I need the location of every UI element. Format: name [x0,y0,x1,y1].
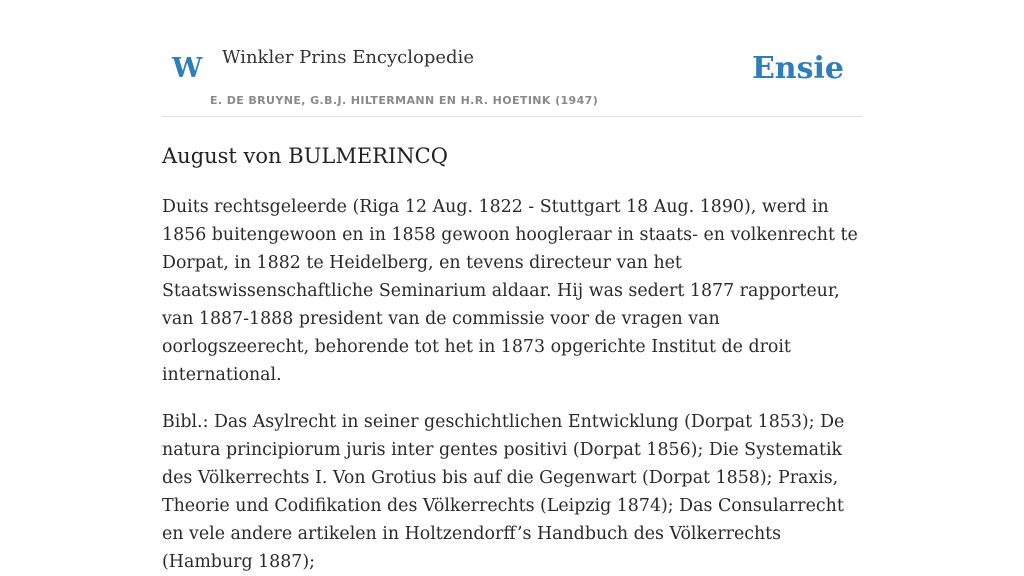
source-authors: E. DE BRUYNE, G.B.J. HILTERMANN EN H.R. HOETINK (1947) [210,94,599,107]
article-paragraph-bibliography: Bibl.: Das Asylrecht in seiner geschichtlichen Entwicklung (Dorpat 1853); De natura principiorum juris inter gentes positivi (Dorpat 1856); Die Systematik des Völkerrechts I. Von Grotius bis auf die Gegenwart (Dorpat 1858); Praxis, Theorie und Codifikation des Völkerrechts (Leipzig 1874); Das Consularrecht en vele andere artikelen in Holtzendorff’s Handbuch des Völkerrechts (Hamburg 1887); [162,412,845,572]
source-title-link[interactable]: Winkler Prins Encyclopedie [222,47,474,68]
article-paragraph-bio: Duits rechtsgeleerde (Riga 12 Aug. 1822 - Stuttgart 18 Aug. 1890), werd in 1856 buitengewoon en in 1858 gewoon hoogleraar in staats- en volkenrecht te Dorpat, in 1882 te Heidelberg, en tevens directeur van het Staatswissenschaftliche Seminarium aldaar. Hij was sedert 1877 rapporteur, van 1887-1888 president van de commissie voor de vragen van oorlogszeerecht, behorende tot het in 1873 opgerichte Institut de droit international. [162,197,858,385]
article-page [162,0,862,576]
source-logo[interactable]: W [172,53,203,84]
article-title: August von BULMERINCQ [162,144,448,168]
source-header [162,0,862,117]
ensie-logo[interactable]: Ensie [751,51,844,86]
